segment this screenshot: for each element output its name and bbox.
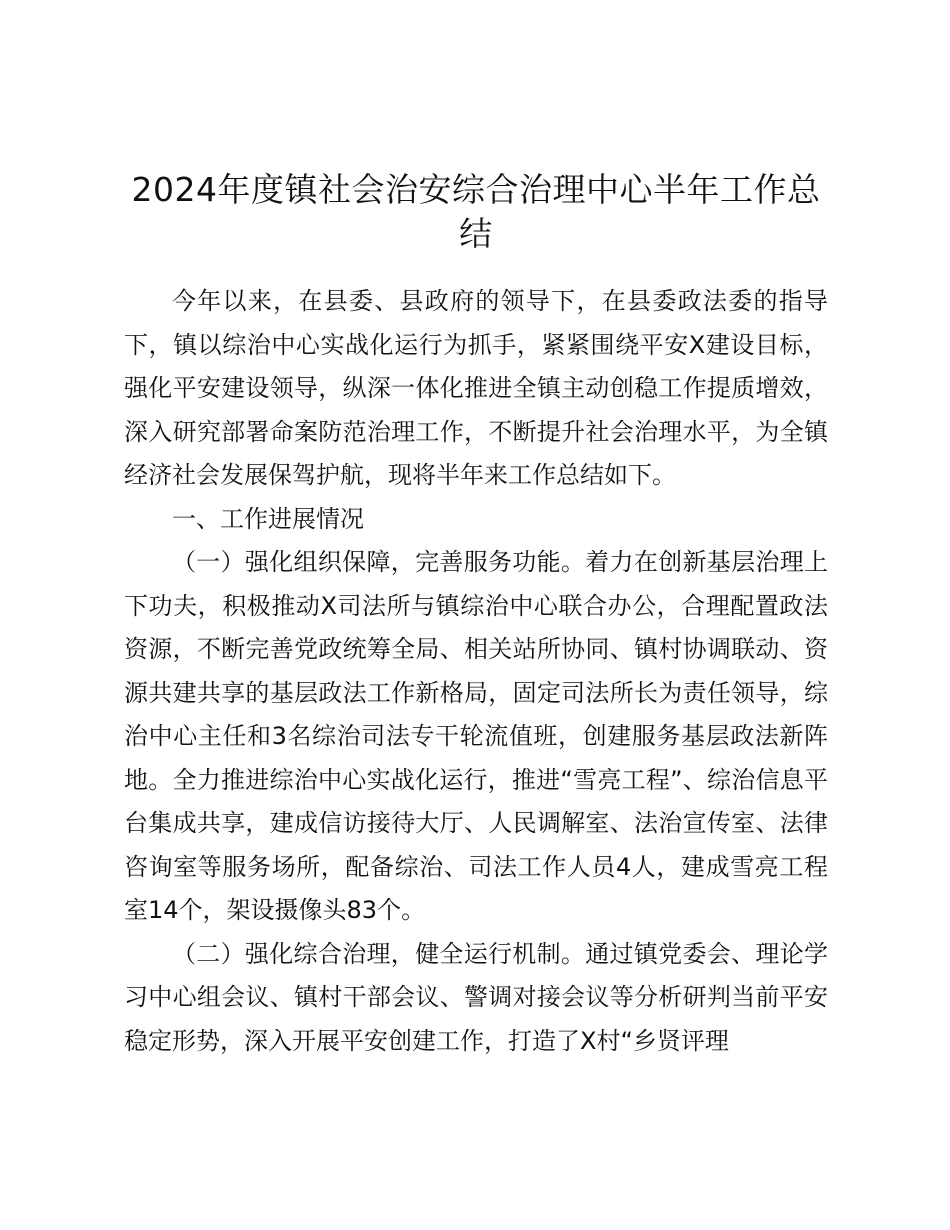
document-body xyxy=(124,168,828,1063)
intro-paragraph: 今年以来，在县委、县政府的领导下，在县委政法委的指导下，镇以综治中心实战化运行为抓手，紧紧围绕平安X建设目标，强化平安建设领导，纵深一体化推进全镇主动创稳工作提质增效，深入研究部署命案防范治理工作，不断提升社会治理水平，为全镇经济社会发展保驾护航，现将半年来工作总结如下。 xyxy=(124,287,828,489)
document-title: 2024年度镇社会治安综合治理中心半年工作总结 xyxy=(131,170,821,253)
section-heading: 一、工作进展情况 xyxy=(172,504,364,533)
paragraph-organization: （一）强化组织保障，完善服务功能。着力在创新基层治理上下功夫，积极推动X司法所与镇综治中心联合办公，合理配置政法资源，不断完善党政统筹全局、相关站所协同、镇村协调联动、资源共建共享的基层政法工作新格局，固定司法所长为责任领导，综治中心主任和3名综治司法专干轮流值班，创建服务基层政法新阵地。全力推进综治中心实战化运行，推进“雪亮工程”、综治信息平台集成共享，建成信访接待大厅、人民调解室、法治宣传室、法律咨询室等服务场所，配备综治、司法工作人员4人，建成雪亮工程室14个，架设摄像头83个。 xyxy=(124,548,828,924)
paragraph-governance: （二）强化综合治理，健全运行机制。通过镇党委会、理论学习中心组会议、镇村干部会议、警调对接会议等分析研判当前平安稳定形势，深入开展平安创建工作，打造了X村“乡贤评理 xyxy=(124,939,828,1055)
